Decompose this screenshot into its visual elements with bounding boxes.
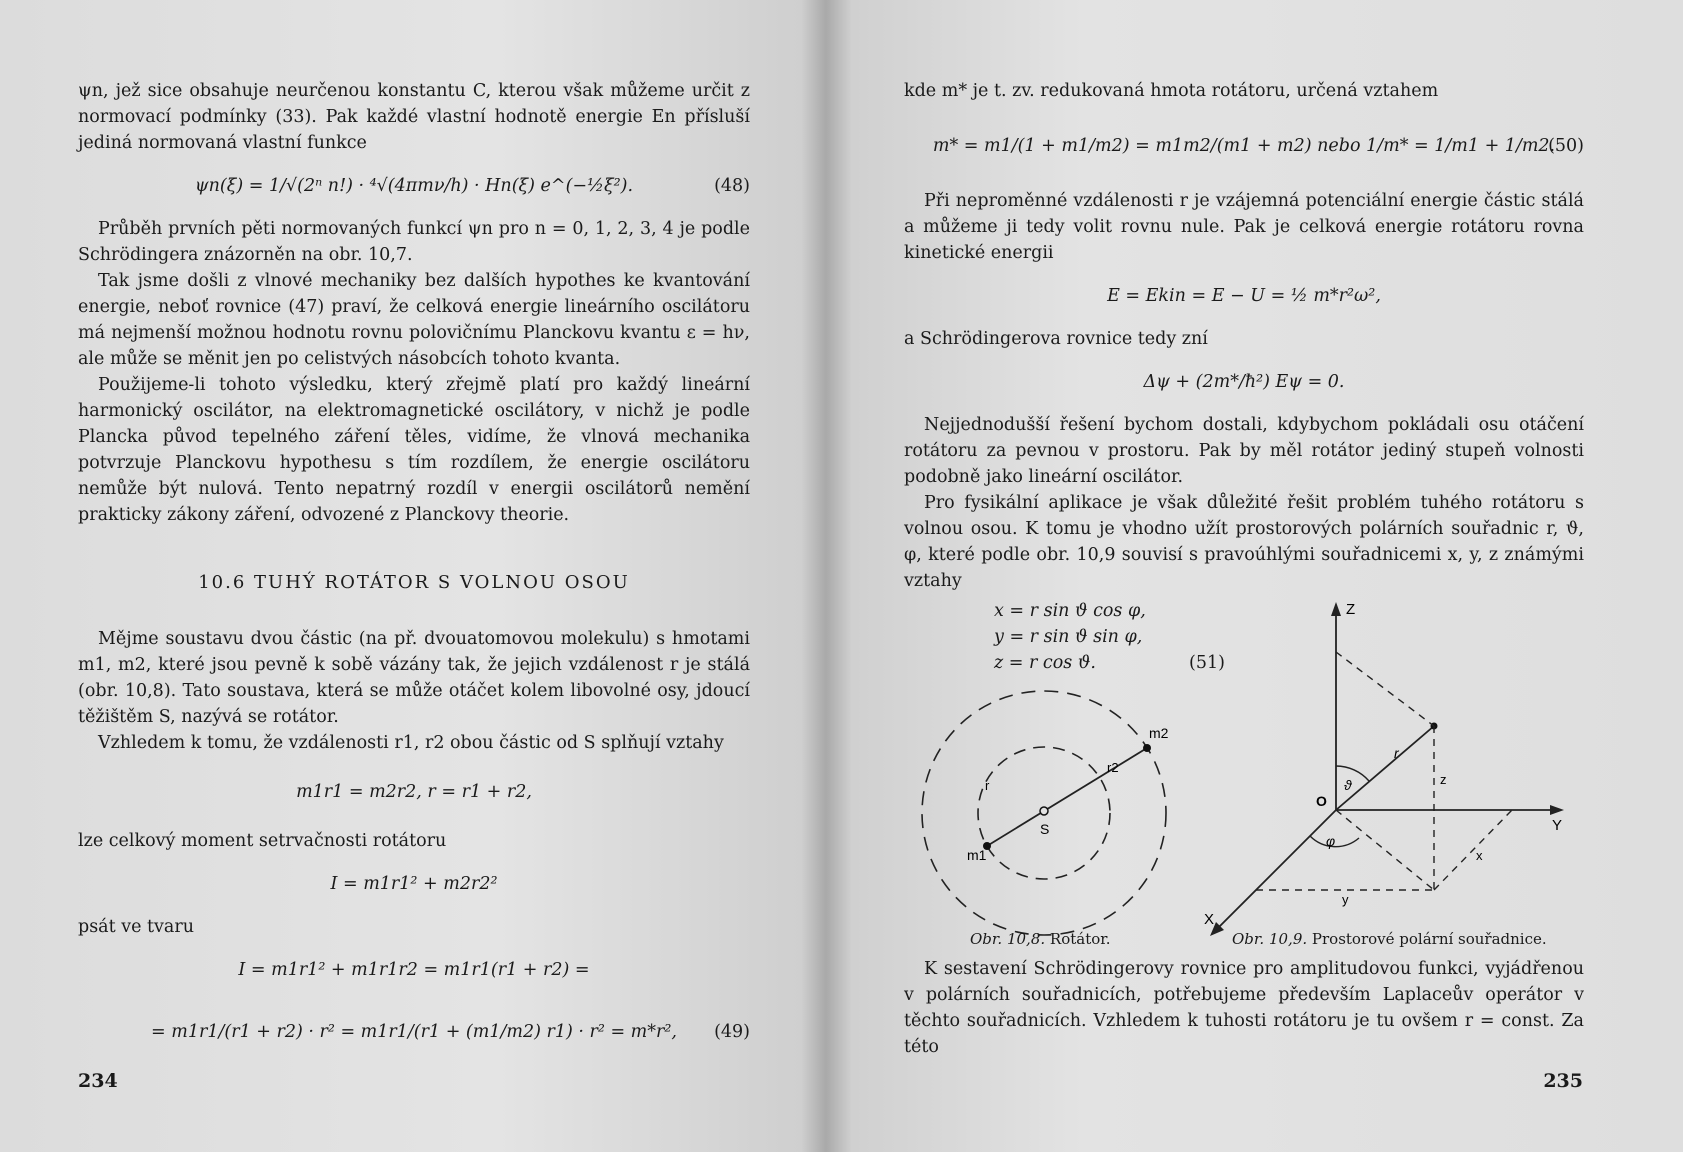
equation-49 — [78, 1000, 750, 1064]
figure-caption-9 — [1232, 926, 1547, 952]
label-r: r — [985, 778, 990, 793]
label-S: S — [1040, 821, 1050, 837]
equation-text: = m1r1/(r1 + r2) · r² = m1r1/(r1 + (m1/m2) r1) · r² = m*r², — [151, 1022, 677, 1042]
caption-label: Obr. 10,8. — [970, 930, 1046, 948]
equation-moment: I = m1r1² + m2r2² — [330, 874, 498, 894]
center-of-mass-dot — [1040, 807, 1048, 815]
right-page — [826, 0, 1683, 1152]
paragraph: Pro fysikální aplikace je však důležité řešit problém tuhého rotátoru s volnou osou. K tomu je vhodno užít prostorových polárních souřadnic r, ϑ, φ, které podle obr. 10,9 souvisí s pravoúhlými souřadnicemi x, y, z známými vztahy — [904, 493, 1584, 591]
label-Y: Y — [1552, 817, 1563, 834]
paragraph: ψn, jež sice obsahuje neurčenou konstantu C, kterou však můžeme určit z normovací podmínky (33). Pak každé vlastní hodnotě energie En přísluší jediná normovaná vlastní funkce — [78, 81, 750, 153]
label-z: z — [1440, 772, 1447, 787]
paragraph: a Schrödingerova rovnice tedy zní — [904, 329, 1208, 349]
page-number: 235 — [1543, 1070, 1583, 1092]
paragraph: Použijeme-li tohoto výsledku, který zřejmě platí pro každý lineární harmonický oscilátor, na elektromagnetické oscilátory, v nichž je podle Plancka původ tepelného záření těles, vidíme, že vlnová mechanika potvrzuje Planckovu hypothesu s tím rozdílem, že energie oscilátoru nemůže být nulová. Tento nepatrný rozdíl v energii oscilátorů nemění prakticky zákony záření, odvozené z Planckovy theorie. — [78, 375, 750, 525]
paragraph: Průběh prvních pěti normovaných funkcí ψn pro n = 0, 1, 2, 3, 4 je podle Schrödingera znázorněn na obr. 10,7. — [78, 219, 750, 265]
label-m1: m1 — [967, 847, 987, 863]
label-phi: φ — [1326, 833, 1336, 849]
equation-line: z = r cos ϑ. — [994, 653, 1096, 673]
mass-2-dot — [1143, 744, 1151, 752]
label-r2: r2 — [1107, 760, 1119, 775]
equation-number: (51) — [1189, 653, 1225, 673]
paragraph: Při neproměnné vzdálenosti r je vzájemná potenciální energie částic stálá a můžeme ji tedy volit rovnu nule. Pak je celková energie rotátoru rovna kinetické energii — [904, 191, 1584, 263]
label-x: x — [1476, 848, 1483, 863]
right-column — [904, 78, 1584, 1060]
left-column — [78, 78, 750, 1074]
label-r: r — [1394, 745, 1399, 761]
equation-schrodinger: Δψ + (2m*/ħ²) Eψ = 0. — [1143, 372, 1345, 392]
caption-label: Obr. 10,9. — [1232, 930, 1308, 948]
equation-number: (49) — [714, 1022, 750, 1042]
equation-48 — [78, 166, 750, 206]
equation-energy: E = Ekin = E − U = ½ m*r²ω², — [1107, 286, 1381, 306]
equation-number: (48) — [714, 176, 750, 196]
paragraph: K sestavení Schrödingerovy rovnice pro amplitudovou funkci, vyjádřenou v polárních souřadnicích, potřebujeme především Laplaceův operátor v těchto souřadnicích. Vzhledem k tuhosti rotátoru je tu ovšem r = const. Za této — [904, 959, 1584, 1057]
equation-text: m* = m1/(1 + m1/m2) = m1m2/(m1 + m2) nebo 1/m* = 1/m1 + 1/m2. — [932, 136, 1556, 156]
label-y: y — [1342, 892, 1349, 907]
equation-51 — [994, 598, 1225, 676]
figure-caption-8 — [970, 926, 1111, 952]
paragraph: Mějme soustavu dvou částic (na př. dvouatomovou molekulu) s hmotami m1, m2, které jsou pevně k sobě vázány tak, že jejich vzdálenost r je stálá (obr. 10,8). Tato soustava, která se může otáčet kolem libovolné osy, jdoucí těžištěm S, nazývá se rotátor. — [78, 629, 750, 727]
equation-text: ψn(ξ) = 1/√(2ⁿ n!) · ⁴√(4πmν/h) · Hn(ξ) e^(−½ξ²). — [194, 176, 634, 196]
rotator-figure — [909, 688, 1179, 938]
label-X: X — [1204, 911, 1215, 928]
section-heading: 10.6 TUHÝ ROTÁTOR S VOLNOU OSOU — [198, 572, 630, 593]
page-number: 234 — [78, 1070, 118, 1092]
label-theta: ϑ — [1344, 777, 1352, 793]
caption-text: Rotátor. — [1049, 930, 1111, 948]
caption-text: Prostorové polární souřadnice. — [1311, 930, 1547, 948]
paragraph: Tak jsme došli z vlnové mechaniky bez dalších hypothes ke kvantování energie, neboť rovnice (47) praví, že celková energie lineárního oscilátoru má nejmenší možnou hodnotu rovnu polovičnímu Planckovu kvantu ε = hν, ale může se měnit jen po celistvých násobcích tohoto kvanta. — [78, 271, 750, 369]
equation-line: y = r sin ϑ sin φ, — [994, 627, 1143, 647]
equation-50 — [904, 114, 1584, 178]
equation-line: x = r sin ϑ cos φ, — [994, 601, 1146, 621]
equation-moment-2: I = m1r1² + m1r1r2 = m1r1(r1 + r2) = — [238, 960, 590, 980]
left-page — [0, 0, 826, 1152]
paragraph: psát ve tvaru — [78, 917, 195, 937]
label-O: O — [1316, 793, 1327, 809]
paragraph: kde m* je t. zv. redukovaná hmota rotátoru, určená vztahem — [904, 81, 1439, 101]
figures-block — [904, 598, 1584, 948]
paragraph: Nejjednodušší řešení bychom dostali, kdybychom pokládali osu otáčení rotátoru za pevnou v prostoru. Pak by měl rotátor jediný stupeň volnosti podobně jako lineární oscilátor. — [904, 415, 1584, 487]
label-m2: m2 — [1149, 725, 1169, 741]
equation-relation: m1r1 = m2r2, r = r1 + r2, — [296, 782, 532, 802]
polar-coordinates-figure — [1204, 598, 1574, 948]
paragraph: lze celkový moment setrvačnosti rotátoru — [78, 831, 447, 851]
label-Z: Z — [1346, 601, 1356, 618]
paragraph: Vzhledem k tomu, že vzdálenosti r1, r2 obou částic od S splňují vztahy — [98, 733, 724, 753]
equation-number: (50) — [1548, 136, 1584, 156]
